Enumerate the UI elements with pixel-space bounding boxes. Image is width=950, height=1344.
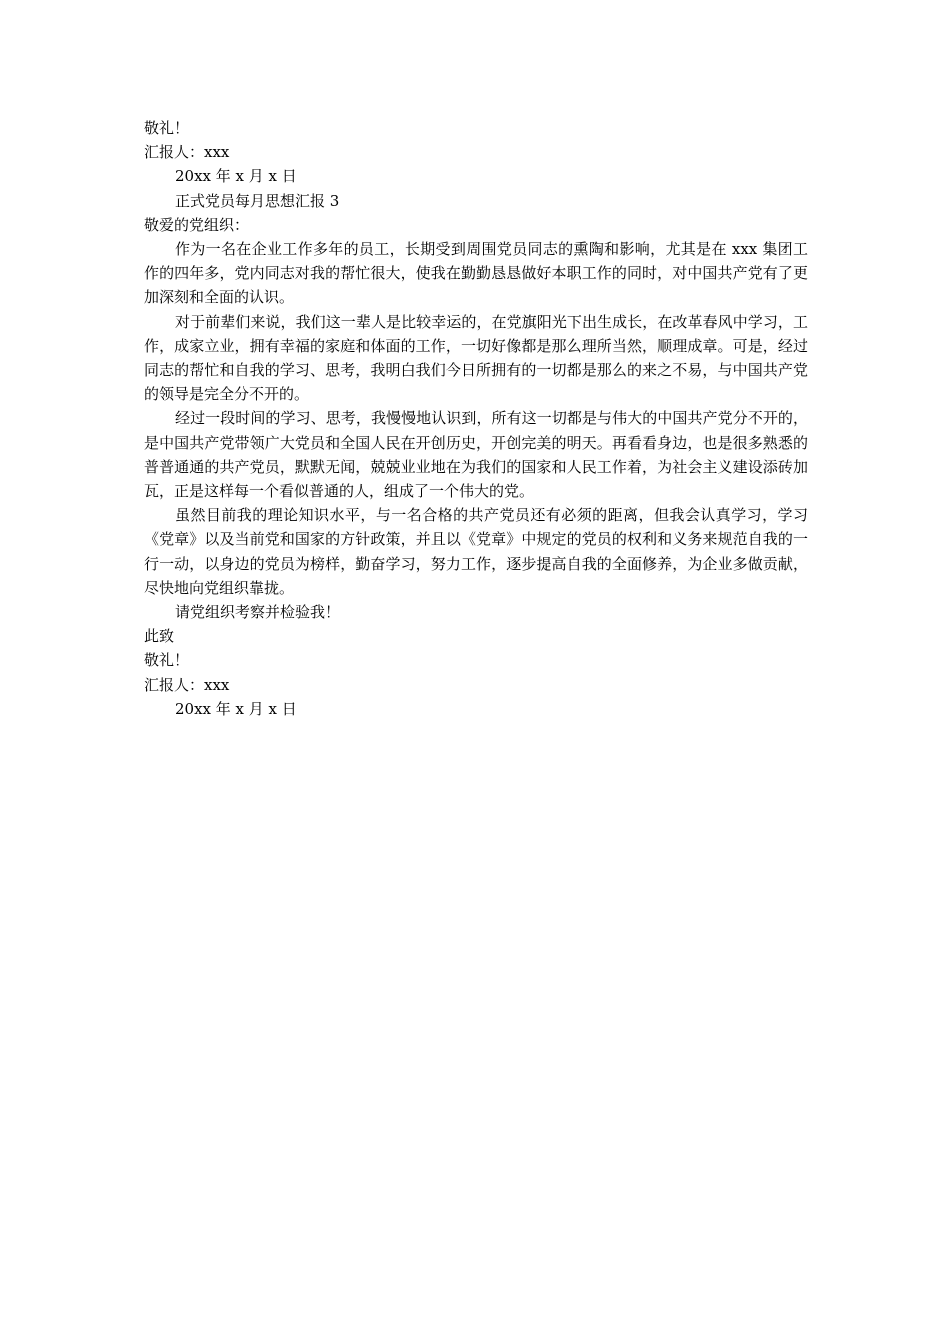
body-paragraph-4: 虽然目前我的理论知识水平，与一名合格的共产党员还有必须的距离，但我会认真学习，学习《党章》以及当前党和国家的方针政策，并且以《党章》中规定的党员的权利和义务来规范自我的一行一动，以身边的党员为榜样，勤奋学习，努力工作，逐步提高自我的全面修养，为企业多做贡献，尽快地向党组织靠拢。 (144, 506, 808, 597)
report-title: 正式党员每月思想汇报 3 (175, 191, 340, 210)
document-page (144, 116, 808, 721)
body-paragraph-3: 经过一段时间的学习、思考，我慢慢地认识到，所有这一切都是与伟大的中国共产党分不开的，是中国共产党带领广大党员和全国人民在开创历史，开创完美的明天。再看看身边，也是很多熟悉的普普通通的共产党员，默默无闻，兢兢业业地在为我们的国家和人民工作着，为社会主义建设添砖加瓦，正是这样每一个看似普通的人，组成了一个伟大的党。 (144, 409, 808, 501)
closing-salute: 敬礼！ (144, 119, 190, 137)
closing-cizhi: 此致 (144, 627, 175, 646)
body-paragraph-1: 作为一名在企业工作多年的员工，长期受到周围党员同志的熏陶和影响，尤其是在 xxx 集团工作的四年多，党内同志对我的帮忙很大，使我在勤勤恳恳做好本职工作的同时，对中国共产党有了更加深刻和全面的认识。 (144, 240, 808, 307)
salutation: 敬爱的党组织： (144, 215, 250, 234)
reporter-line-2: 汇报人：xxx (144, 675, 230, 694)
date-line: 20xx 年 x 月 x 日 (175, 167, 297, 186)
body-paragraph-2: 对于前辈们来说，我们这一辈人是比较幸运的，在党旗阳光下出生成长，在改革春风中学习，工作，成家立业，拥有幸福的家庭和体面的工作，一切好像都是那么理所当然，顺理成章。可是，经过同志的帮忙和自我的学习、思考，我明白我们今日所拥有的一切都是那么的来之不易，与中国共产党的领导是完全分不开的。 (144, 312, 808, 404)
date-line-2: 20xx 年 x 月 x 日 (175, 699, 297, 718)
body-paragraph-5: 请党组织考察并检验我！ (175, 603, 341, 622)
closing-jingli: 敬礼！ (144, 651, 190, 670)
reporter-line: 汇报人：xxx (144, 143, 230, 162)
